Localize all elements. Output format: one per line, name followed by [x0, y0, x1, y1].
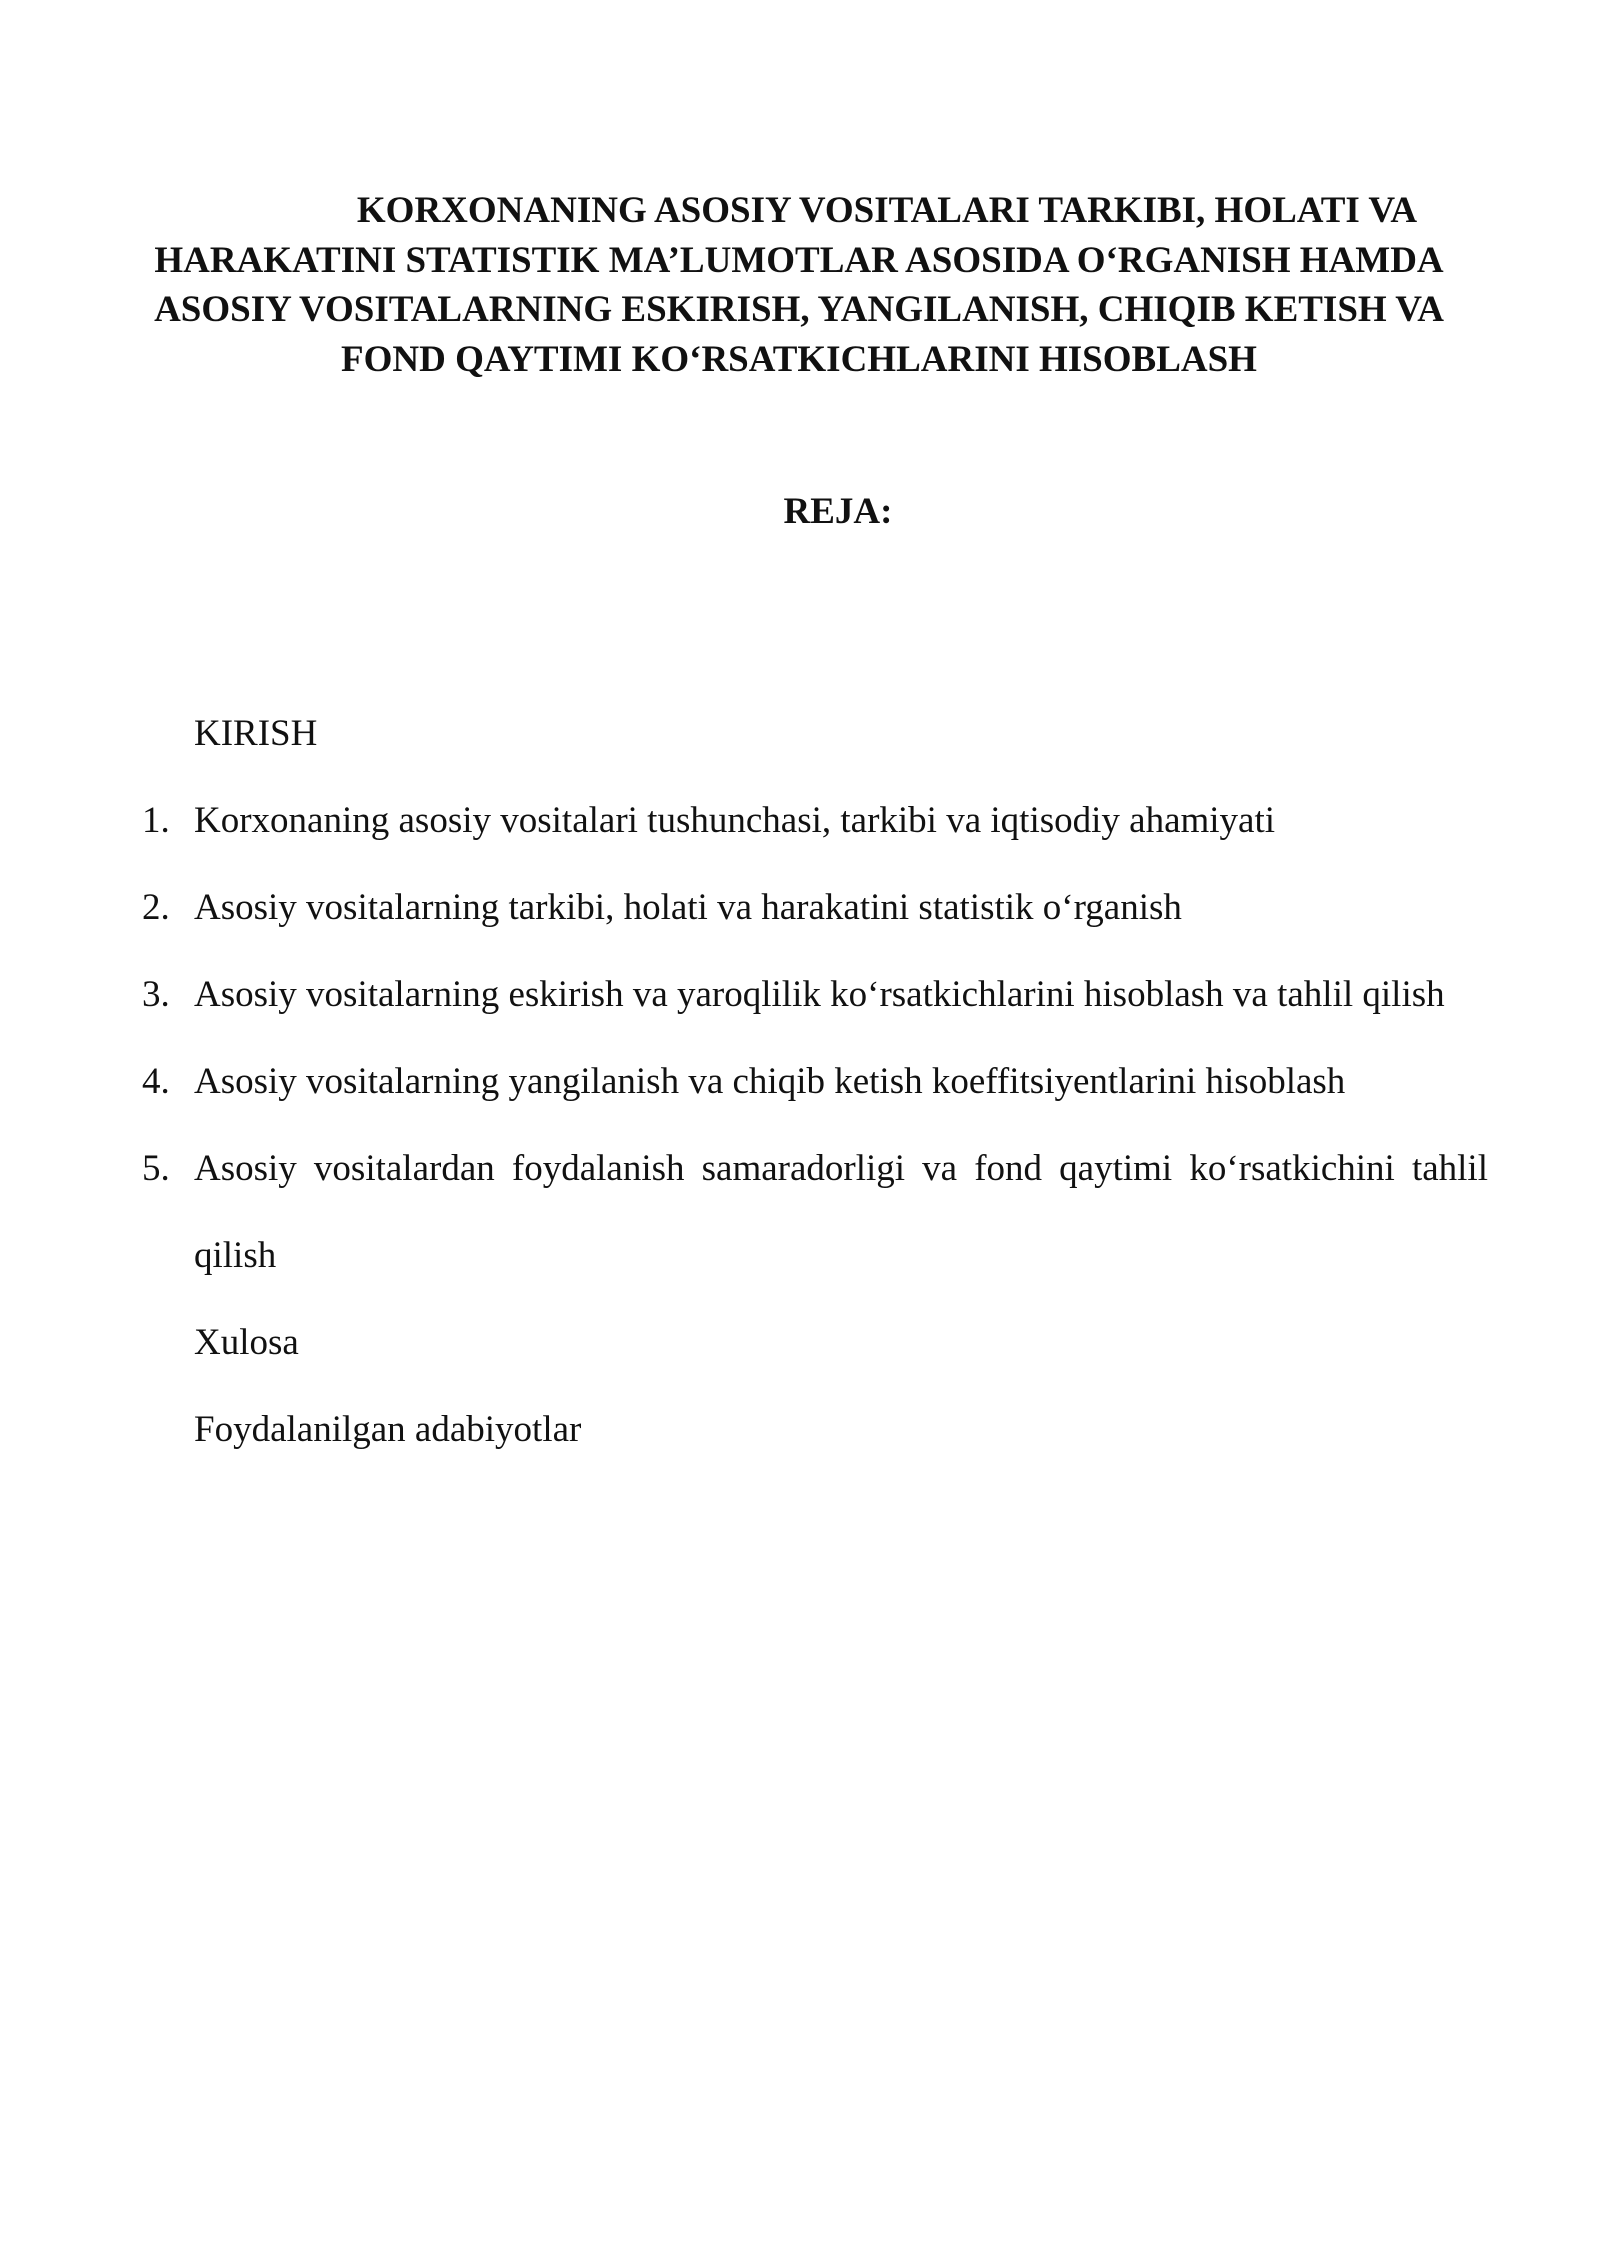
plan-item-text: Asosiy vositalarning yangilanish va chiqib ketish koeffitsiyentlarini hisoblash: [194, 1061, 1346, 1102]
plan-item: [136, 1038, 1488, 1125]
plan-intro: KIRISH: [194, 713, 318, 754]
plan-item-text: Asosiy vositalarning eskirish va yaroqlilik ko‘rsatkichlarini hisoblash va tahlil qilish: [194, 974, 1445, 1015]
plan-item-number: 5.: [142, 1148, 170, 1189]
plan-item-text: Korxonaning asosiy vositalari tushunchasi, tarkibi va iqtisodiy ahamiyati: [194, 800, 1276, 841]
plan-item-number: 2.: [142, 887, 170, 928]
plan-item: [136, 777, 1488, 864]
plan-item: [136, 864, 1488, 951]
plan-item-number: 3.: [142, 974, 170, 1015]
document-title: KORXONANING ASOSIY VOSITALARI TARKIBI, HOLATI VA HARAKATINI STATISTIK MA’LUMOTLAR ASOSIDA O‘RGANISH HAMDA ASOSIY VOSITALARNING ESKIRISH, YANGILANISH, CHIQIB KETISH VA FOND QAYTIMI KO‘RSATKICHLARINI HISOBLASH: [154, 190, 1444, 380]
plan-conclusion: Xulosa: [194, 1322, 299, 1363]
plan-list: [136, 690, 1488, 1473]
plan-item-number: 1.: [142, 800, 170, 841]
plan-item: [136, 951, 1488, 1038]
plan-item-text: Asosiy vositalarning tarkibi, holati va harakatini statistik o‘rganish: [194, 887, 1182, 928]
plan-item-number: 4.: [142, 1061, 170, 1102]
plan-references: Foydalanilgan adabiyotlar: [194, 1409, 582, 1450]
plan-heading: REJA:: [783, 491, 893, 532]
plan-item: [136, 1125, 1488, 1299]
plan-item-text: Asosiy vositalardan foydalanish samaradorligi va fond qaytimi ko‘rsatkichini tahlil qilish: [194, 1148, 1488, 1276]
